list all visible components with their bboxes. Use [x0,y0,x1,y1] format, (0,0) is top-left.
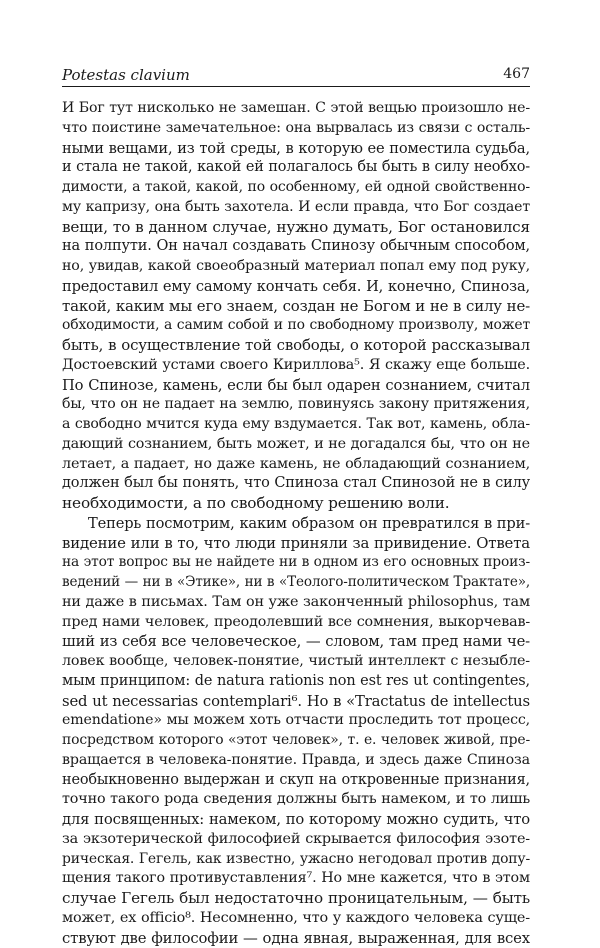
text-line: для посвященных: намеком, по которому можно судить, что [62,810,530,830]
text-line: необыкновенно выдержан и скуп на откровенные признания, [62,771,530,791]
text-line: а свободно мчится куда ему вздумается. Так вот, камень, обла- [62,415,530,435]
text-line: Теперь посмотрим, каким образом он превратился в при- [62,514,530,534]
text-line: но, увидав, какой своеобразный материал попал ему под руку, [62,257,530,277]
text-line: такой, каким мы его знаем, создан не Богом и не в силу не- [62,297,530,317]
text-line: ловек вообще, человек-понятие, чистый интеллект с незыбле- [62,652,530,672]
text-line: мым принципом: de natura rationis non est res ut contingentes, [62,672,530,692]
paragraph-1 [62,99,530,514]
text-line: на полпути. Он начал создавать Спинозу обычным способом, [62,237,530,257]
text-line: случае Гегель был недостаточно проницательным, — быть [62,889,530,909]
text-line: рическая. Гегель, как известно, ужасно негодовал против допу- [62,850,530,870]
text-line: за экзотерической философией скрывается философия эзоте- [62,830,530,850]
text-line: ни даже в письмах. Там он уже законченный philosophus, там [62,593,530,613]
text-line: sed ut necessarias contemplari⁶. Но в «Tractatus de intellectus [62,692,530,712]
page-number: 467 [503,66,530,82]
body-text [62,99,530,948]
text-line: посредством которого «этот человек», т. е. человек живой, пре- [62,731,530,751]
text-line: видение или в то, что люди приняли за привидение. Ответа [62,534,530,554]
text-line: ными вещами, из той среды, в которую ее поместила судьба, [62,139,530,159]
text-line: точно такого рода сведения должны быть намеком, и то лишь [62,790,530,810]
text-line: бы, что он не падает на землю, повинуясь закону притяжения, [62,395,530,415]
text-line: предоставил ему самому кончать себя. И, конечно, Спиноза, [62,277,530,297]
text-line: пред нами человек, преодолевший все сомнения, выкорчевав- [62,613,530,633]
text-line: дающий сознанием, быть может, и не догадался бы, что он не [62,435,530,455]
text-line: щения такого противуставления⁷. Но мне кажется, что в этом [62,869,530,889]
text-line: что поистине замечательное: она вырвалась из связи с осталь- [62,119,530,139]
running-title: Potestas clavium [62,66,190,84]
paragraph-2 [62,514,530,948]
text-line: обходимости, а самим собой и по свободному произволу, может [62,316,530,336]
text-line: необходимости, а по свободному решению воли. [62,494,530,514]
text-line: му капризу, она быть захотела. И если правда, что Бог создает [62,198,530,218]
running-header [62,64,530,87]
text-line: может, ex officio⁸. Несомненно, что у каждого человека суще- [62,909,530,929]
text-line: должен был бы понять, что Спиноза стал Спинозой не в силу [62,474,530,494]
text-line: ствуют две философии — одна явная, выраженная, для всех [62,929,530,948]
text-line: на этот вопрос вы не найдете ни в одном из его основных произ- [62,553,530,573]
text-line: ший из себя все человеческое, — словом, там пред нами че- [62,632,530,652]
text-line: ведений — ни в «Этике», ни в «Теолого-политическом Трактате», [62,573,530,593]
text-line: летает, а падает, но даже камень, не обладающий сознанием, [62,455,530,475]
text-line: Достоевский устами своего Кириллова⁵. Я скажу еще больше. [62,356,530,376]
text-line: По Спинозе, камень, если бы был одарен сознанием, считал [62,376,530,396]
text-line: вращается в человека-понятие. Правда, и здесь даже Спиноза [62,751,530,771]
text-line: emendatione» мы можем хоть отчасти проследить тот процесс, [62,711,530,731]
text-line: И Бог тут нисколько не замешан. С этой вещью произошло не- [62,99,530,119]
text-line: быть, в осуществление той свободы, о которой рассказывал [62,336,530,356]
text-line: вещи, то в данном случае, нужно думать, Бог остановился [62,218,530,238]
text-line: димости, а такой, какой, по особенному, ей одной свойственно- [62,178,530,198]
text-line: и стала не такой, какой ей полагалось бы быть в силу необхо- [62,158,530,178]
